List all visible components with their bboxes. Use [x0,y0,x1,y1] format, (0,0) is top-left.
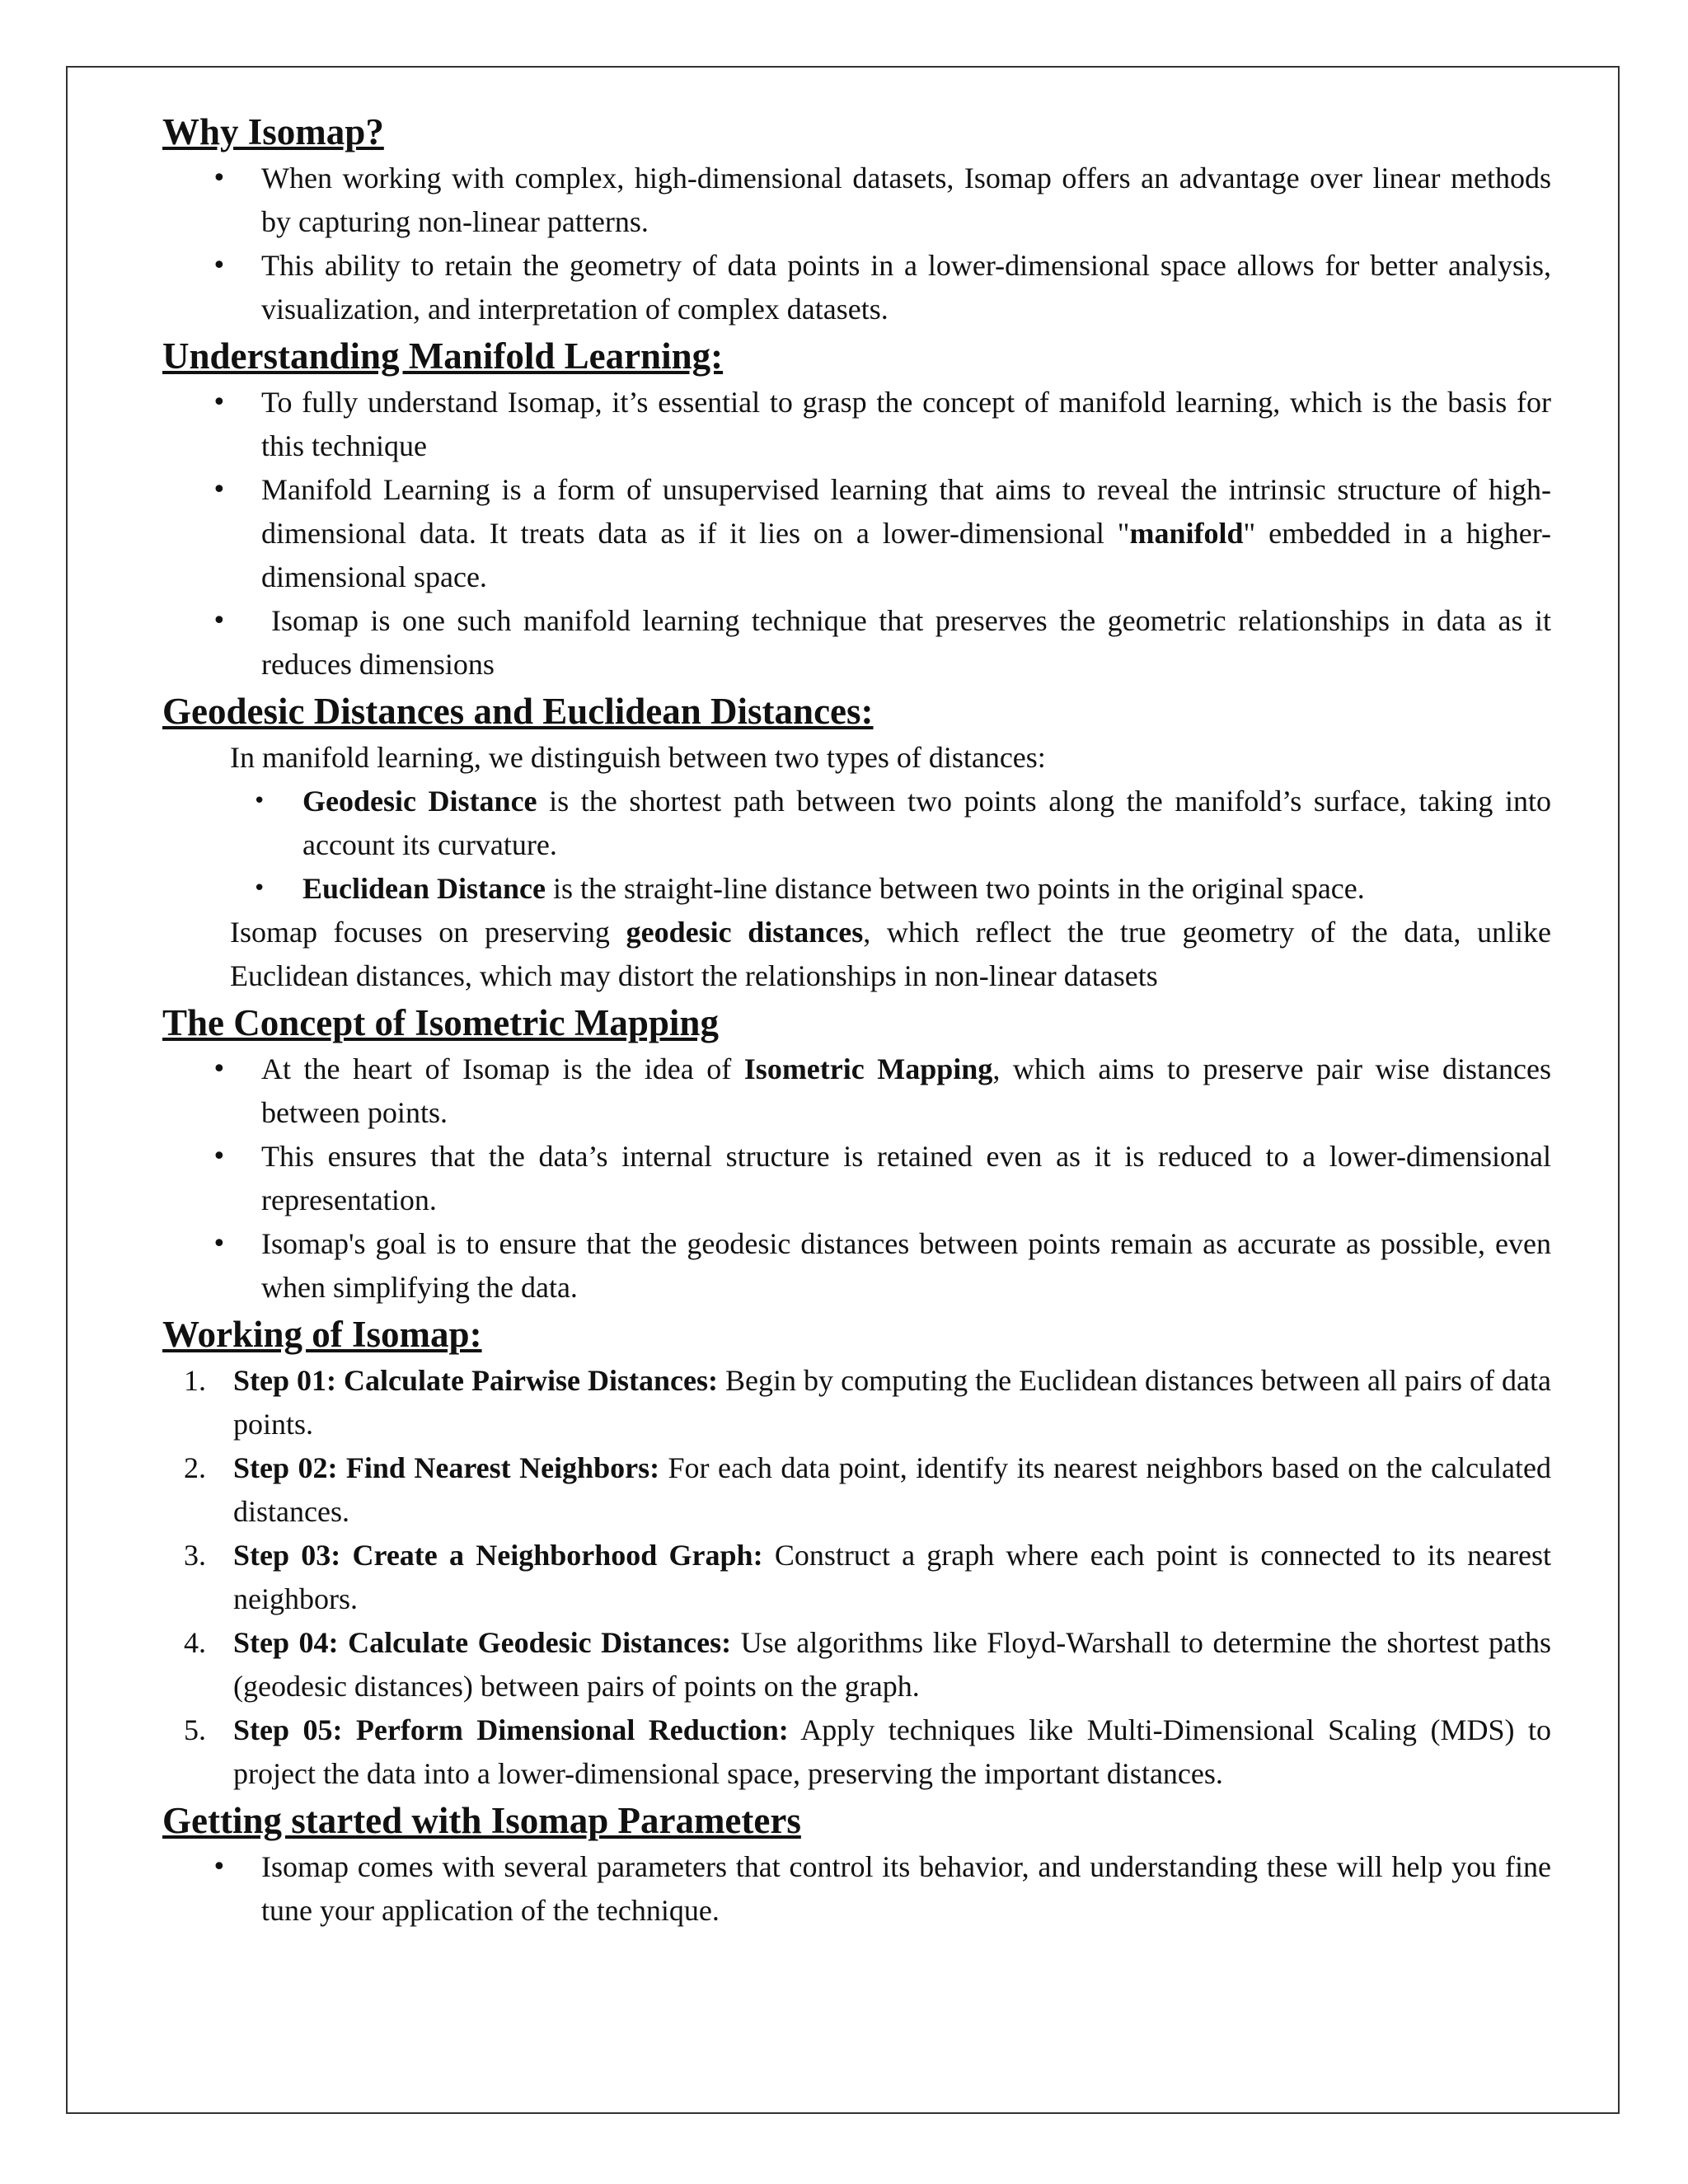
step-label: Step 04: Calculate Geodesic Distances: [233,1626,732,1659]
steps-list [162,1359,1551,1796]
heading-why-isomap: Why Isomap? [162,111,384,152]
list-item [162,1135,1551,1222]
step-item [162,1708,1551,1796]
bold-term: manifold [1129,517,1244,550]
list-item [162,780,1551,867]
list-item [162,1222,1551,1310]
step-number: 3. [184,1539,206,1572]
bold-term: Euclidean Distance [302,872,546,905]
outro-text: Isomap focuses on preserving [230,916,626,949]
step-text: Apply techniques like Multi-Dimensional Scaling (MDS) to project the data into a lower-dimensional space, preserving the important distances. [233,1713,1551,1790]
step-item [162,1446,1551,1534]
heading-geodesic-euclidean: Geodesic Distances and Euclidean Distances: [162,691,874,732]
bullet-text: , which aims to preserve pair wise distances between points. [261,1052,1551,1129]
step-text: Construct a graph where each point is connected to its nearest neighbors. [233,1539,1552,1615]
step-item [162,1534,1551,1621]
bullet-text: Isomap comes with several parameters that control its behavior, and understanding these will help you fine tune your application of the technique. [261,1850,1551,1927]
list-item [162,599,1551,687]
step-number: 1. [184,1364,206,1397]
list-item [162,468,1551,599]
list-item [162,1845,1551,1933]
list-item [162,244,1551,331]
step-text: Use algorithms like Floyd-Warshall to determine the shortest paths (geodesic distances) between pairs of points on the graph. [233,1626,1551,1703]
manifold-learning-list [162,381,1551,687]
bullet-text: To fully understand Isomap, it’s essential to grasp the concept of manifold learning, which is the basis for this technique [261,386,1551,462]
list-item [162,1047,1551,1135]
bullet-text: is the straight-line distance between two points in the original space. [546,872,1365,905]
bullet-text: is the shortest path between two points along the manifold’s surface, taking into account its curvature. [302,785,1552,861]
step-label: Step 05: Perform Dimensional Reduction: [233,1713,789,1746]
bullet-text: When working with complex, high-dimensional datasets, Isomap offers an advantage over linear methods by capturing non-linear patterns. [261,162,1551,238]
list-item [162,867,1551,911]
step-text: For each data point, identify its nearest neighbors based on the calculated distances. [233,1451,1552,1528]
heading-manifold-learning: Understanding Manifold Learning: [162,335,724,377]
bold-term: geodesic distances [626,916,864,949]
step-label: Step 01: Calculate Pairwise Distances: [233,1364,719,1397]
bullet-text: At the heart of Isomap is the idea of [261,1052,744,1085]
step-label: Step 03: Create a Neighborhood Graph: [233,1539,763,1572]
step-number: 4. [184,1626,206,1659]
heading-isomap-parameters: Getting started with Isomap Parameters [162,1800,801,1841]
bullet-text: Isomap is one such manifold learning technique that preserves the geometric relationships in data as it reduces dimensions [261,604,1551,681]
bullet-text: Isomap's goal is to ensure that the geodesic distances between points remain as accurate as possible, even when simplifying the data. [261,1227,1551,1304]
bold-term: Isometric Mapping [743,1052,993,1085]
outro-text: , which reflect the true geometry of the data, unlike Euclidean distances, which may distort the relationships in non-linear datasets [230,916,1552,992]
bullet-text: Manifold Learning is a form of unsupervised learning that aims to reveal the intrinsic structure of high-dimensional data. It treats data as if it lies on a lower-dimensional " [261,473,1551,550]
geodesic-intro: In manifold learning, we distinguish between two types of distances: [230,741,1046,774]
step-label: Step 02: Find Nearest Neighbors: [233,1451,660,1484]
bullet-text: " embedded in a higher-dimensional space. [261,517,1551,593]
step-number: 5. [184,1713,206,1746]
parameters-list [162,1845,1551,1933]
bullet-text: This ability to retain the geometry of data points in a lower-dimensional space allows for better analysis, visualization, and interpretation of complex datasets. [261,249,1551,326]
list-item [162,381,1551,468]
document-body [162,107,1551,1933]
heading-working-of-isomap: Working of Isomap: [162,1314,482,1355]
step-text: Begin by computing the Euclidean distances between all pairs of data points. [233,1364,1551,1441]
bullet-text: This ensures that the data’s internal structure is retained even as it is reduced to a lower-dimensional representation. [261,1140,1551,1216]
list-item [162,157,1551,244]
distance-types-list [162,780,1551,911]
step-number: 2. [184,1451,206,1484]
step-item [162,1621,1551,1708]
bold-term: Geodesic Distance [302,785,537,818]
geodesic-outro [162,911,1551,998]
heading-isometric-mapping: The Concept of Isometric Mapping [162,1002,719,1043]
step-item [162,1359,1551,1446]
isometric-mapping-list [162,1047,1551,1310]
why-isomap-list [162,157,1551,331]
